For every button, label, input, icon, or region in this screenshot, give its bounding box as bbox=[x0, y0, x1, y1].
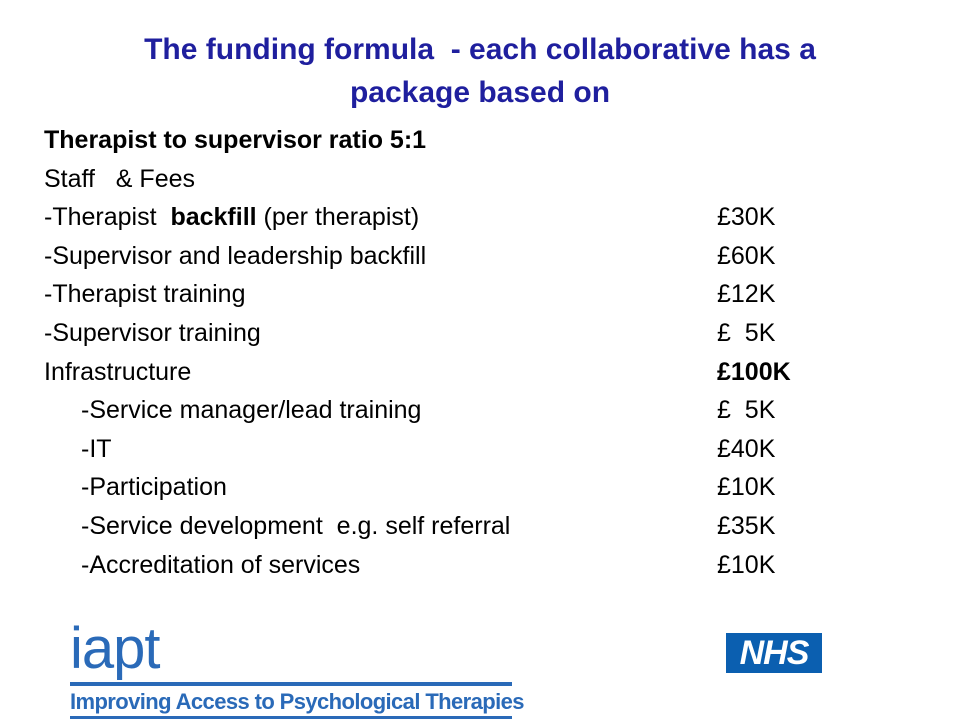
list-item-label: -Participation bbox=[81, 473, 227, 502]
list-item-label: -Accreditation of services bbox=[81, 550, 361, 579]
list-item-value: £30K bbox=[717, 203, 776, 232]
list-item-label: -Supervisor training bbox=[44, 318, 261, 347]
list-item-value: £60K bbox=[717, 241, 776, 270]
label-part: -Therapist bbox=[44, 203, 171, 232]
logo-rule-bottom bbox=[70, 716, 512, 719]
list-item-label: Infrastructure bbox=[44, 357, 192, 386]
funding-list bbox=[44, 121, 904, 584]
list-item-value: £12K bbox=[717, 280, 776, 309]
iapt-logo bbox=[70, 616, 524, 714]
list-item-accreditation bbox=[44, 546, 904, 585]
list-item-service-development bbox=[44, 507, 904, 546]
list-item-value: £ 5K bbox=[717, 396, 776, 425]
list-item-therapist-backfill bbox=[44, 198, 904, 237]
list-item-value: £10K bbox=[717, 550, 776, 579]
list-item-value: £10K bbox=[717, 473, 776, 502]
iapt-logo-word: iapt bbox=[70, 616, 160, 681]
list-item-label: Staff & Fees bbox=[44, 164, 196, 193]
list-item-value: £35K bbox=[717, 511, 776, 540]
logo-rule-top bbox=[70, 682, 512, 686]
list-item-staff-fees bbox=[44, 160, 904, 199]
list-item-infrastructure bbox=[44, 353, 904, 392]
list-item-label: -Service manager/lead training bbox=[81, 396, 422, 425]
list-item-therapist-training bbox=[44, 275, 904, 314]
nhs-logo bbox=[726, 633, 822, 673]
list-item-label: -Therapist training bbox=[44, 280, 246, 309]
list-item-value: £40K bbox=[717, 434, 776, 463]
list-item-supervisor-backfill bbox=[44, 237, 904, 276]
slide-title bbox=[40, 28, 920, 114]
list-item-service-manager-training bbox=[44, 391, 904, 430]
list-item-participation bbox=[44, 468, 904, 507]
list-item-ratio bbox=[44, 121, 904, 160]
list-item-label: -Service development e.g. self referral bbox=[81, 511, 511, 540]
nhs-logo-text: NHS bbox=[739, 634, 809, 672]
list-item-value: £ 5K bbox=[717, 318, 776, 347]
slide-title-line-1: The funding formula - each collaborative has a bbox=[144, 33, 816, 66]
iapt-logo-tagline: Improving Access to Psychological Therapies bbox=[70, 689, 524, 714]
list-item-label: -Supervisor and leadership backfill bbox=[44, 241, 427, 270]
list-item-it bbox=[44, 430, 904, 469]
label-part: (per therapist) bbox=[256, 203, 420, 232]
list-item-label bbox=[44, 198, 419, 236]
list-item-label: Therapist to supervisor ratio 5:1 bbox=[44, 126, 427, 154]
list-item-supervisor-training bbox=[44, 314, 904, 353]
list-item-value: £100K bbox=[717, 357, 791, 386]
label-emphasis: backfill bbox=[170, 203, 257, 232]
slide-title-line-2: package based on bbox=[349, 76, 611, 109]
list-item-label: -IT bbox=[81, 434, 112, 463]
